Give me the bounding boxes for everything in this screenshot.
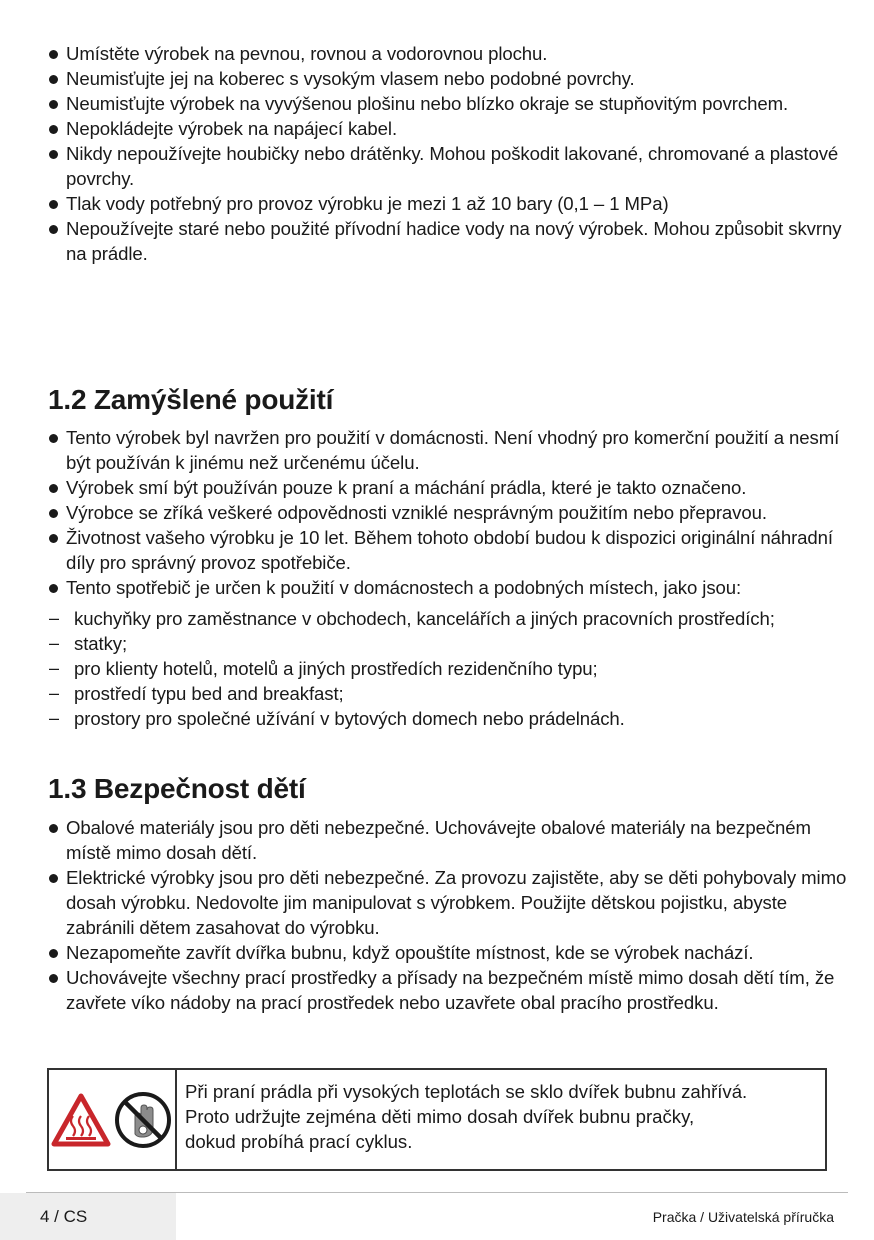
sublist-item: – statky; xyxy=(48,631,860,656)
sublist-item: – prostředí typu bed and breakfast; xyxy=(48,681,860,706)
list-item: Umístěte výrobek na pevnou, rovnou a vodorovnou plochu. xyxy=(48,41,860,66)
warning-text xyxy=(177,1070,755,1169)
list-item: Nepokládejte výrobek na napájecí kabel. xyxy=(48,116,860,141)
intended-use-sublist xyxy=(48,606,860,731)
list-item: Tento výrobek byl navržen pro použití v domácnosti. Není vhodný pro komerční použití a nesmí být používán k jinému než určenému účelu. xyxy=(48,425,860,475)
page-number: 4 / CS xyxy=(40,1207,88,1226)
footer-page-tab xyxy=(0,1193,176,1240)
hot-surface-warning-icon xyxy=(51,1092,111,1148)
list-item: Nikdy nepoužívejte houbičky nebo drátěnky. Mohou poškodit lakované, chromované a plastové povrchy. xyxy=(48,141,860,191)
list-item: Neumisťujte jej na koberec s vysokým vlasem nebo podobné povrchy. xyxy=(48,66,860,91)
sublist-item: – prostory pro společné užívání v bytových domech nebo prádelnách. xyxy=(48,706,860,731)
warning-line: Při praní prádla při vysokých teplotách se sklo dvířek bubnu zahřívá. xyxy=(185,1081,748,1102)
list-item: Výrobek smí být používán pouze k praní a máchání prádla, které je takto označeno. xyxy=(48,475,860,500)
list-item: Neumisťujte výrobek na vyvýšenou plošinu nebo blízko okraje se stupňovitým povrchem. xyxy=(48,91,860,116)
list-item: Nepoužívejte staré nebo použité přívodní hadice vody na nový výrobek. Mohou způsobit skvrny na prádle. xyxy=(48,216,860,266)
list-item: Obalové materiály jsou pro děti nebezpečné. Uchovávejte obalové materiály na bezpečném místě mimo dosah dětí. xyxy=(48,815,860,865)
no-touch-icon xyxy=(113,1090,173,1150)
section-heading-child-safety: 1.3 Bezpečnost dětí xyxy=(48,773,306,804)
list-item-text: Tento spotřebič je určen k použití v domácnostech a podobných místech, jako jsou: xyxy=(66,577,742,598)
list-item xyxy=(48,575,860,600)
child-safety-bullet-list xyxy=(48,815,860,1015)
list-item: Uchovávejte všechny prací prostředky a přísady na bezpečném místě mimo dosah dětí tím, že zavřete víko nádoby na prací prostředek nebo uzavřete obal pracího prostředku. xyxy=(48,965,860,1015)
hot-door-warning-box xyxy=(47,1068,827,1171)
list-item: Elektrické výrobky jsou pro děti nebezpečné. Za provozu zajistěte, aby se děti pohybovaly mimo dosah výrobku. Nedovolte jim manipulovat s výrobkem. Použijte dětskou pojistku, abyste zabránili dětem zasahovat do výrobku. xyxy=(48,865,860,940)
warning-line: dokud probíhá prací cyklus. xyxy=(185,1131,413,1152)
sublist-item: – kuchyňky pro zaměstnance v obchodech, kancelářích a jiných pracovních prostředích; xyxy=(48,606,860,631)
sublist-item: – pro klienty hotelů, motelů a jiných prostředích rezidenčního typu; xyxy=(48,656,860,681)
document-title: Pračka / Uživatelská příručka xyxy=(652,1209,834,1225)
warning-icons xyxy=(49,1070,177,1169)
warning-line: Proto udržujte zejména děti mimo dosah dvířek bubnu pračky, xyxy=(185,1106,695,1127)
list-item: Tlak vody potřebný pro provoz výrobku je mezi 1 až 10 bary (0,1 – 1 MPa) xyxy=(48,191,860,216)
list-item: Životnost vašeho výrobku je 10 let. Během tohoto období budou k dispozici originální náhradní díly pro správný provoz spotřebiče. xyxy=(48,525,860,575)
intro-bullet-list xyxy=(48,41,860,266)
list-item: Výrobce se zříká veškeré odpovědnosti vzniklé nesprávným použitím nebo přepravou. xyxy=(48,500,860,525)
list-item: Nezapomeňte zavřít dvířka bubnu, když opouštíte místnost, kde se výrobek nachází. xyxy=(48,940,860,965)
section-heading-intended-use: 1.2 Zamýšlené použití xyxy=(48,384,334,415)
footer-divider xyxy=(26,1192,848,1193)
intended-use-bullet-list xyxy=(48,425,860,600)
